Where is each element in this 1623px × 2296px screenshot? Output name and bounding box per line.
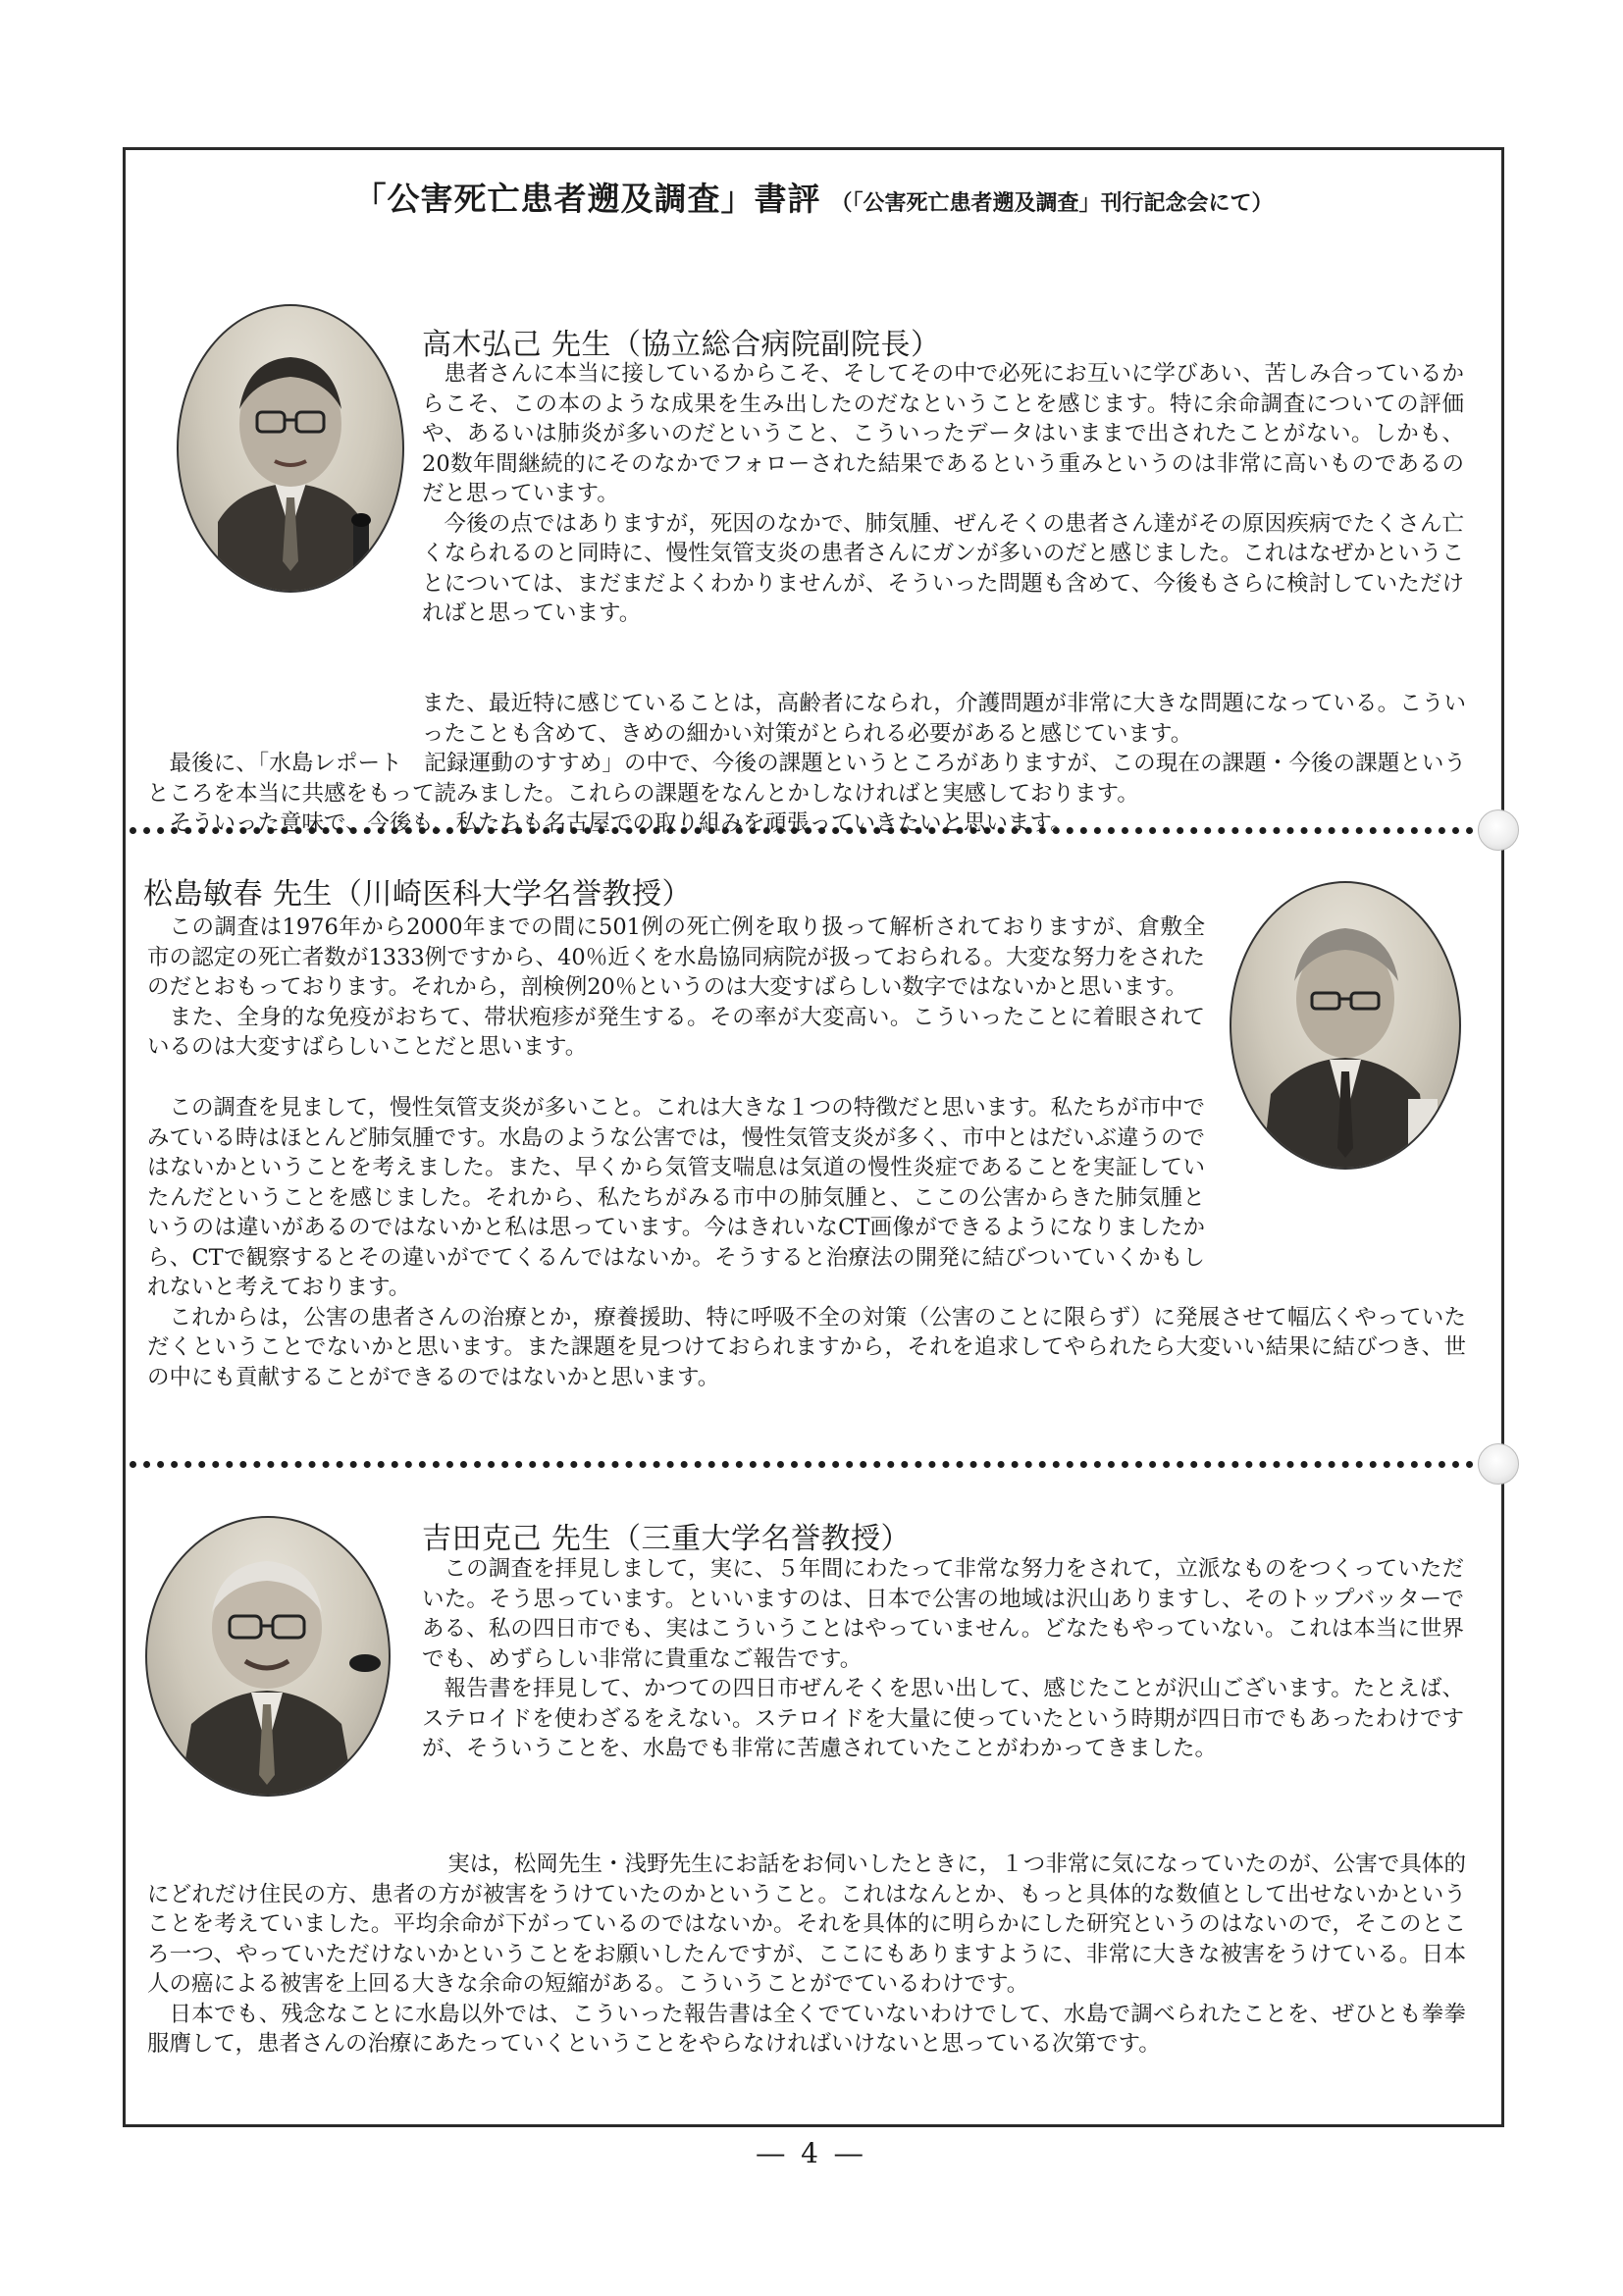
paragraph: また、最近特に感じていることは，高齢者になられ，介護問題が非常に大きな問題になっている。こういったことも含めて、きめの細かい対策がとられる必要があると感じています。	[422, 691, 1466, 747]
portrait-illustration	[147, 1518, 389, 1795]
article-frame	[123, 147, 1504, 2127]
speaker-photo	[145, 1516, 391, 1797]
review-body-upper	[147, 913, 1205, 1063]
paragraph: また、全身的な免疫がおちて、帯状疱疹が発生する。その率が大変高い。こういったことに着眼されているのは大変すばらしいことだと思います。	[147, 1004, 1205, 1060]
article-title	[126, 174, 1501, 220]
binder-hole	[1478, 809, 1519, 851]
speaker-name: 吉田克己 先生（三重大学名誉教授）	[422, 1522, 912, 1556]
speaker-photo	[177, 304, 404, 593]
section-divider	[130, 1461, 1474, 1468]
paragraph: これからは，公害の患者さんの治療とか，療養援助、特に呼吸不全の対策（公害のことに限らず）に発展させて幅広くやっていただくということでないかと思います。また課題を見つけておられますから，それを追求してやられたら大変いい結果に結びつき、世の中にも貢献することができるのではないかと思います。	[147, 1304, 1466, 1390]
paragraph: 今後の点ではありますが，死因のなかで、肺気腫、ぜんそくの患者さん達がその原因疾病でたくさん亡くなられるのと同時に、慢性気管支炎の患者さんにガンが多いのだと感じました。これはなぜかということについては、まだまだよくわかりませんが、そういった問題も含めて、今後もさらに検討していただければと思っています。	[422, 510, 1464, 626]
paragraph: 日本でも、残念なことに水島以外では、こういった報告書は全くでていないわけでして、水島で調べられたことを、ぜひとも拳拳服膺して，患者さんの治療にあたっていくということをやらなければいけないと思っている次第です。	[147, 2001, 1466, 2057]
review-body-upper	[422, 1554, 1464, 1764]
review-body-lower	[147, 689, 1466, 839]
paragraph	[147, 1850, 1466, 2000]
paragraph: この調査は1976年から2000年までの間に501例の死亡例を取り扱って解析されておりますが、倉敷全市の認定の死亡者数が1333例ですから、40％近くを水島協同病院が扱っておられる。大変な努力をされたのだとおもっております。それから，剖検例20％というのは大変すばらしい数字ではないかと思います。	[147, 914, 1205, 1000]
speaker-name: 松島敏春 先生（川崎医科大学名誉教授）	[143, 877, 693, 912]
paragraph: この調査を見まして，慢性気管支炎が多いこと。これは大きな１つの特徴だと思います。私たちが市中でみている時はほとんど肺気腫です。水島のような公害では，慢性気管支炎が多く、市中とはだいぶ違うのではないかということを考えました。また、早くから気管支喘息は気道の慢性炎症であることを実証していたんだということを感じました。それから、私たちがみる市中の肺気腫と、ここの公害からきた肺気腫というのは違いがあるのではないかと私は思っています。今はきれいなCT画像ができるようになりましたから、CTで観察するとその違いがでてくるんではないか。そうすると治療法の開発に結びついていくかもしれないと考えております。	[147, 1095, 1205, 1300]
title-main: 「公害死亡患者遡及調査」書評	[353, 180, 821, 218]
paragraph: 報告書を拝見して、かつての四日市ぜんそくを思い出して、感じたことが沢山ございます。たとえば、ステロイドを使わざるをえない。ステロイドを大量に使っていたという時期が四日市でもあったわけですが、そういうことを、水島でも非常に苦慮されていたことがわかってきました。	[422, 1676, 1464, 1761]
review-body-lower	[147, 1850, 1466, 2060]
page-number: ― 4 ―	[757, 2137, 866, 2169]
review-section-matsushima	[126, 877, 1501, 1607]
review-body-upper	[422, 359, 1464, 629]
portrait-illustration	[179, 306, 402, 591]
paragraph: 最後に、「水島レポート 記録運動のすすめ」の中で、今後の課題というところがありますが、この現在の課題・今後の課題というところを本当に共感をもって読みました。これらの課題をなんとかしなければと実感しております。	[147, 751, 1466, 807]
paragraph: 患者さんに本当に接しているからこそ、そしてその中で必死にお互いに学びあい、苦しみ合っているからこそ、この本のような成果を生み出したのだなということを感じます。特に余命調査についての評価や、あるいは肺炎が多いのだということ、こういったデータはいままで出されたことがない。しかも、20数年間継続的にそのなかでフォローされた結果であるという重みというのは非常に高いものであるのだと思っています。	[422, 361, 1464, 506]
speaker-name: 高木弘己 先生（協立総合病院副院長）	[422, 328, 941, 362]
review-section-takagi	[126, 263, 1501, 940]
review-section-yoshida	[126, 1522, 1501, 2124]
paragraph: そういった意味で、今後も、私たちも名古屋での取り組みを頑張っていきたいと思います。	[169, 810, 1073, 836]
paragraph-text: 実は，松岡先生・浅野先生にお話をお伺いしたときに，１つ非常に気になっていたのが、公害で具体的にどれだけ住民の方、患者の方が被害をうけていたのかということ。これはなんとか、もっと具体的な数値として出せないかということを考えていました。平均余命が下がっているのではないか。それを具体的に明らかにした研究というのはないので，そこのところ一つ、やっていただけないかということをお願いしたんですが、ここにもありますように、非常に大きな被害をうけている。日本人の癌による被害を上回る大きな余命の短縮がある。こういうことがでているわけです。	[147, 1852, 1466, 1997]
paragraph: この調査を拝見しまして，実に、５年間にわたって非常な努力をされて，立派なものをつくっていただいた。そう思っています。といいますのは、日本で公害の地域は沢山ありますし、そのトップバッターである、私の四日市でも、実はこういうことはやっていません。どなたもやっていない。これは本当に世界でも、めずらしい非常に貴重なご報告です。	[422, 1556, 1464, 1672]
title-subtitle: （「公害死亡患者遡及調査」刊行記念会にて）	[830, 191, 1274, 216]
section-divider	[130, 827, 1474, 834]
review-body-lower	[147, 1093, 1466, 1392]
binder-hole	[1478, 1443, 1519, 1485]
